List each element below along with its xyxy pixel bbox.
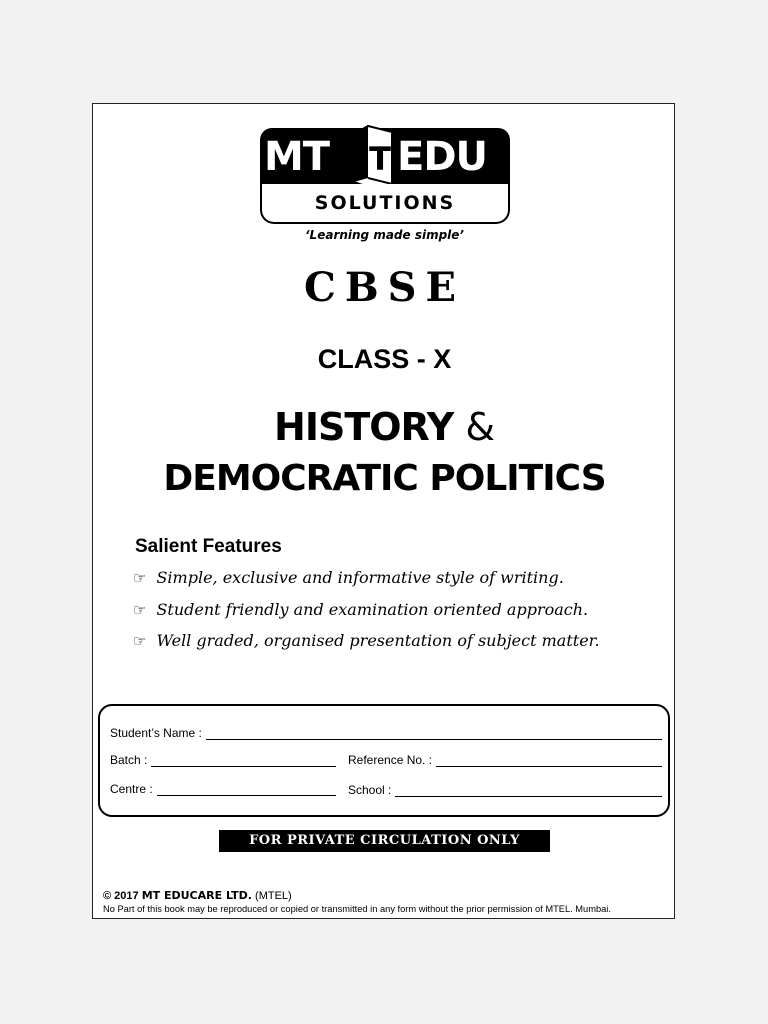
school-row [348, 783, 662, 797]
board-title: CBSE [303, 264, 466, 311]
copyright-year: © 2017 [103, 890, 139, 902]
feature-text: Student friendly and examination oriented approach. [156, 600, 589, 619]
school-field[interactable] [395, 787, 662, 797]
student-details-form [98, 704, 670, 817]
logo-book-letter: T [369, 140, 391, 178]
reference-row [348, 753, 662, 767]
feature-item [133, 631, 600, 650]
student-name-field[interactable] [206, 730, 662, 740]
logo-mt-text: MT [264, 134, 330, 180]
subject-title-line2: DEMOCRATIC POLITICS [163, 458, 606, 499]
features-heading: Salient Features [135, 536, 282, 557]
subject-title-line1 [93, 404, 676, 450]
book-icon [346, 124, 396, 192]
company-abbr: (MTEL) [255, 890, 292, 902]
student-name-label: Student’s Name : [110, 726, 202, 740]
copyright-notice: No Part of this book may be reproduced or copied or transmitted in any form without the prior permission of MTEL. Mumbai. [103, 904, 611, 914]
pointing-hand-icon: ☞ [133, 601, 147, 619]
copyright-line [103, 889, 292, 902]
pointing-hand-icon: ☞ [133, 632, 147, 650]
centre-row [110, 782, 336, 796]
school-label: School : [348, 783, 392, 797]
batch-field[interactable] [151, 757, 336, 767]
centre-label: Centre : [110, 782, 153, 796]
private-circulation-banner: FOR PRIVATE CIRCULATION ONLY [219, 830, 550, 852]
reference-no-label: Reference No. : [348, 753, 433, 767]
feature-text: Simple, exclusive and informative style of writing. [156, 568, 564, 587]
subject-ampersand: & [465, 405, 495, 449]
student-name-row [110, 726, 662, 740]
batch-label: Batch : [110, 753, 148, 767]
class-label: CLASS - X [317, 344, 452, 374]
document-page [92, 103, 675, 919]
pointing-hand-icon: ☞ [133, 569, 147, 587]
company-name: MT EDUCARE LTD. [141, 889, 252, 902]
logo-top-band [260, 128, 510, 186]
logo-bottom-band [260, 184, 510, 224]
logo-solutions-text: SOLUTIONS [314, 192, 456, 214]
tagline: ‘Learning made simple’ [305, 228, 464, 242]
subject-history: HISTORY [274, 405, 454, 449]
feature-item [133, 568, 564, 587]
brand-logo [260, 128, 510, 224]
logo-edu-text: EDU [397, 134, 488, 180]
centre-field[interactable] [157, 786, 336, 796]
batch-row [110, 753, 336, 767]
feature-text: Well graded, organised presentation of subject matter. [156, 631, 600, 650]
feature-item [133, 600, 588, 619]
reference-no-field[interactable] [436, 757, 662, 767]
